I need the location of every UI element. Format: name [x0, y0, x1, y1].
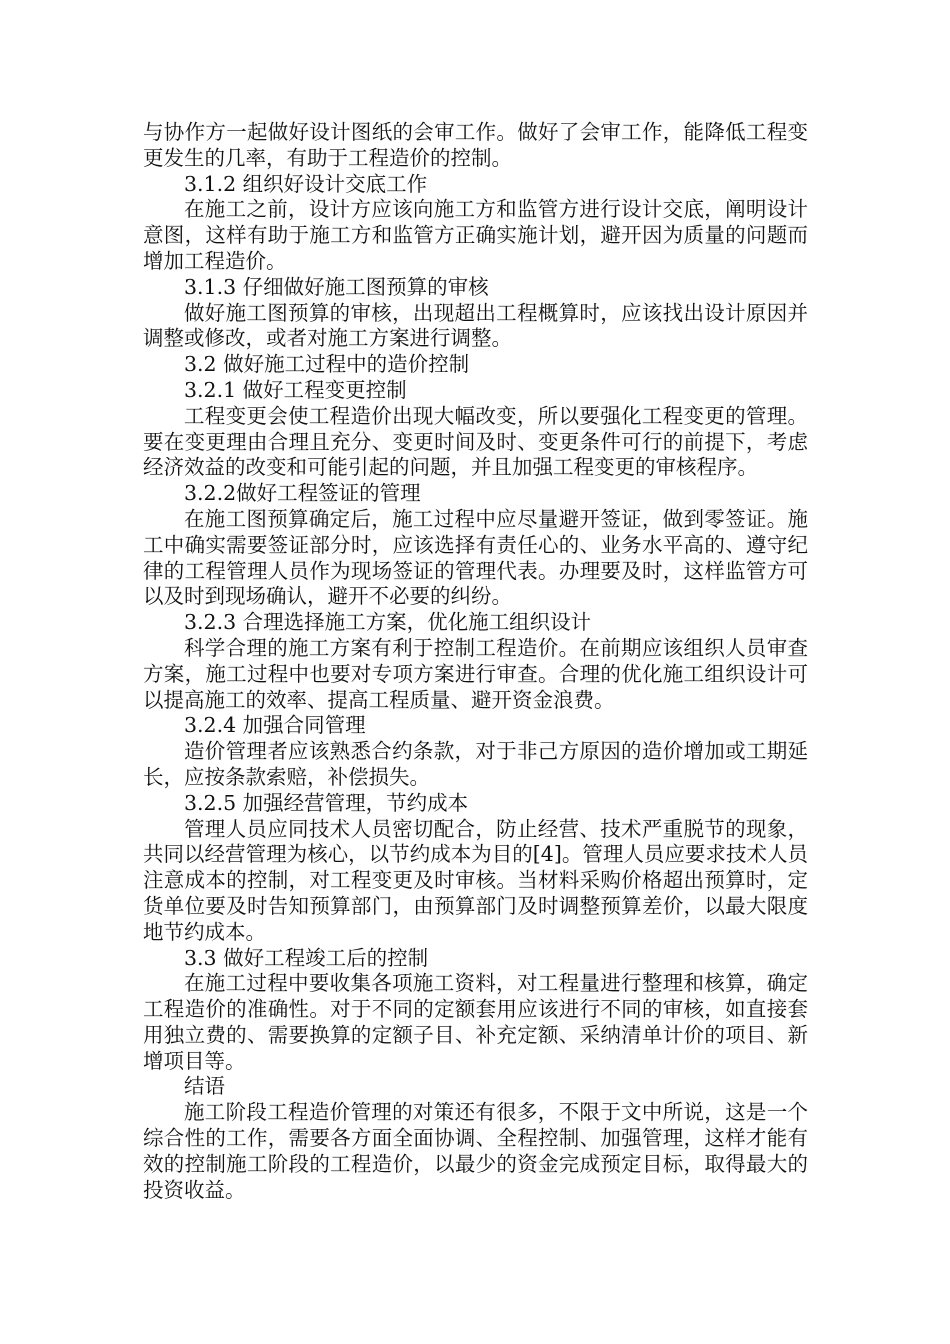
section-heading: 3.3 做好工程竣工后的控制	[184, 945, 429, 970]
paragraph: 科学合理的施工方案有利于控制工程造价。在前期应该组织人员审查方案，施工过程中也要对专项方案进行审查。合理的优化施工组织设计可以提高施工的效率、提高工程质量、避开资金浪费。	[143, 635, 808, 712]
paragraph: 与协作方一起做好设计图纸的会审工作。做好了会审工作，能降低工程变更发生的几率，有助于工程造价的控制。	[143, 120, 808, 170]
section-heading: 3.2.5 加强经营管理，节约成本	[184, 790, 469, 815]
document-body	[143, 120, 808, 1203]
section-heading: 3.2.3 合理选择施工方案，优化施工组织设计	[184, 610, 592, 635]
section-heading: 3.2 做好施工过程中的造价控制	[184, 352, 470, 377]
paragraph: 造价管理者应该熟悉合约条款，对于非己方原因的造价增加或工期延长，应按条款索赔，补偿损失。	[143, 739, 808, 789]
paragraph: 在施工过程中要收集各项施工资料，对工程量进行整理和核算，确定工程造价的准确性。对于不同的定额套用应该进行不同的审核，如直接套用独立费的、需要换算的定额子目、补充定额、采纳清单计价的项目、新增项目等。	[143, 971, 808, 1073]
section-heading: 3.1.2 组织好设计交底工作	[184, 171, 428, 196]
section-heading: 3.2.2做好工程签证的管理	[184, 481, 421, 506]
conclusion-heading: 结语	[184, 1074, 225, 1099]
section-heading: 3.1.3 仔细做好施工图预算的审核	[184, 274, 489, 299]
section-heading: 3.2.1 做好工程变更控制	[184, 377, 407, 402]
paragraph: 在施工之前，设计方应该向施工方和监管方进行设计交底，阐明设计意图，这样有助于施工方和监管方正确实施计划，避开因为质量的问题而增加工程造价。	[143, 197, 808, 273]
paragraph: 做好施工图预算的审核，出现超出工程概算时，应该找出设计原因并调整或修改，或者对施工方案进行调整。	[143, 300, 808, 351]
paragraph: 施工阶段工程造价管理的对策还有很多，不限于文中所说，这是一个综合性的工作，需要各方面全面协调、全程控制、加强管理，这样才能有效的控制施工阶段的工程造价，以最少的资金完成预定目标，取得最大的投资收益。	[143, 1100, 808, 1202]
section-heading: 3.2.4 加强合同管理	[184, 713, 366, 738]
paragraph: 工程变更会使工程造价出现大幅改变，所以要强化工程变更的管理。要在变更理由合理且充分、变更时间及时、变更条件可行的前提下，考虑经济效益的改变和可能引起的问题，并且加强工程变更的审核程序。	[143, 403, 808, 480]
paragraph: 在施工图预算确定后，施工过程中应尽量避开签证，做到零签证。施工中确实需要签证部分时，应该选择有责任心的、业务水平高的、遵守纪律的工程管理人员作为现场签证的管理代表。办理要及时，这样监管方可以及时到现场确认，避开不必要的纠纷。	[143, 506, 808, 609]
paragraph: 管理人员应同技术人员密切配合，防止经营、技术严重脱节的现象，共同以经营管理为核心，以节约成本为目的[4]。管理人员应要求技术人员注意成本的控制，对工程变更及时审核。当材料采购价格超出预算时，定货单位要及时告知预算部门，由预算部门及时调整预算差价，以最大限度地节约成本。	[143, 816, 808, 944]
